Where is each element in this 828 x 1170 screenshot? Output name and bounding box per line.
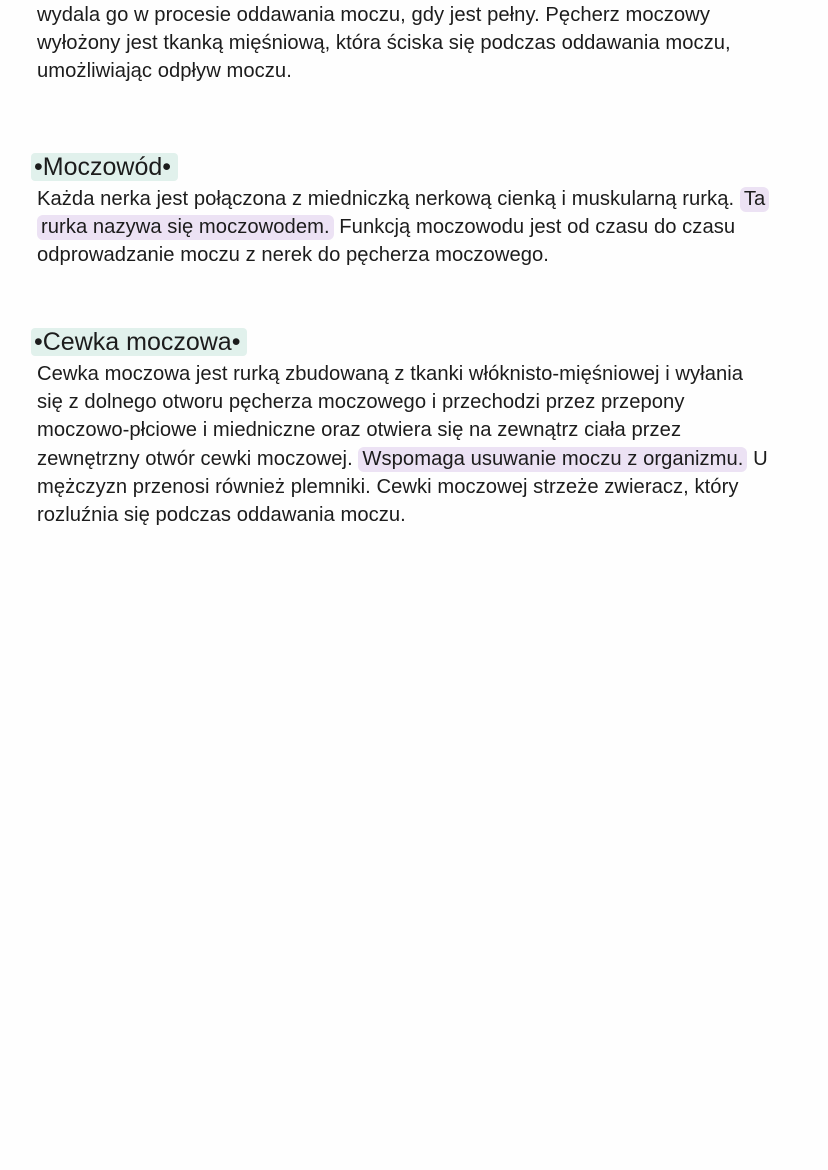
text-line: Cewka moczowa jest rurką zbudowaną z tkanki włóknisto-mięśniowej i wyłania: [37, 363, 744, 385]
heading-highlight: •Cewka moczowa•: [31, 328, 247, 356]
text-run: Każda nerka jest połączona z miedniczką nerkową cienką i muskularną rurką.: [37, 188, 735, 210]
text-line: moczowo-płciowe i miedniczne oraz otwiera się na zewnątrz ciała przez: [37, 419, 682, 442]
text-line: wyłożony jest tkanką mięśniową, która ściska się podczas oddawania moczu,: [37, 32, 731, 55]
intro-paragraph: [37, 1, 797, 86]
heading-highlight: •Moczowód•: [31, 153, 178, 181]
highlighted-text: rurka nazywa się moczowodem.: [37, 215, 334, 240]
text-run: zewnętrzny otwór cewki moczowej.: [37, 447, 353, 470]
moczowod-paragraph: [37, 185, 797, 270]
text-line: wydala go w procesie oddawania moczu, gdy jest pełny. Pęcherz moczowy: [37, 4, 710, 26]
cewka-moczowa-paragraph: [37, 360, 797, 529]
text-line: się z dolnego otworu pęcherza moczowego i przechodzi przez przepony: [37, 391, 685, 414]
text-line: odprowadzanie moczu z nerek do pęcherza moczowego.: [37, 244, 549, 267]
text-line: [37, 213, 797, 241]
text-line: umożliwiając odpływ moczu.: [37, 60, 292, 83]
text-run: U: [753, 447, 768, 470]
section-heading-cewka-moczowa: [31, 327, 247, 357]
highlighted-text: Ta: [740, 187, 769, 212]
text-run: Funkcją moczowodu jest od czasu do czasu: [339, 216, 736, 239]
text-line: [37, 445, 797, 473]
text-line: [37, 185, 797, 213]
text-line: mężczyzn przenosi również plemniki. Cewki moczowej strzeże zwieracz, który: [37, 475, 739, 498]
highlighted-text: Wspomaga usuwanie moczu z organizmu.: [358, 447, 747, 472]
section-heading-moczowod: [31, 152, 178, 182]
text-line: rozluźnia się podczas oddawania moczu.: [37, 504, 406, 527]
